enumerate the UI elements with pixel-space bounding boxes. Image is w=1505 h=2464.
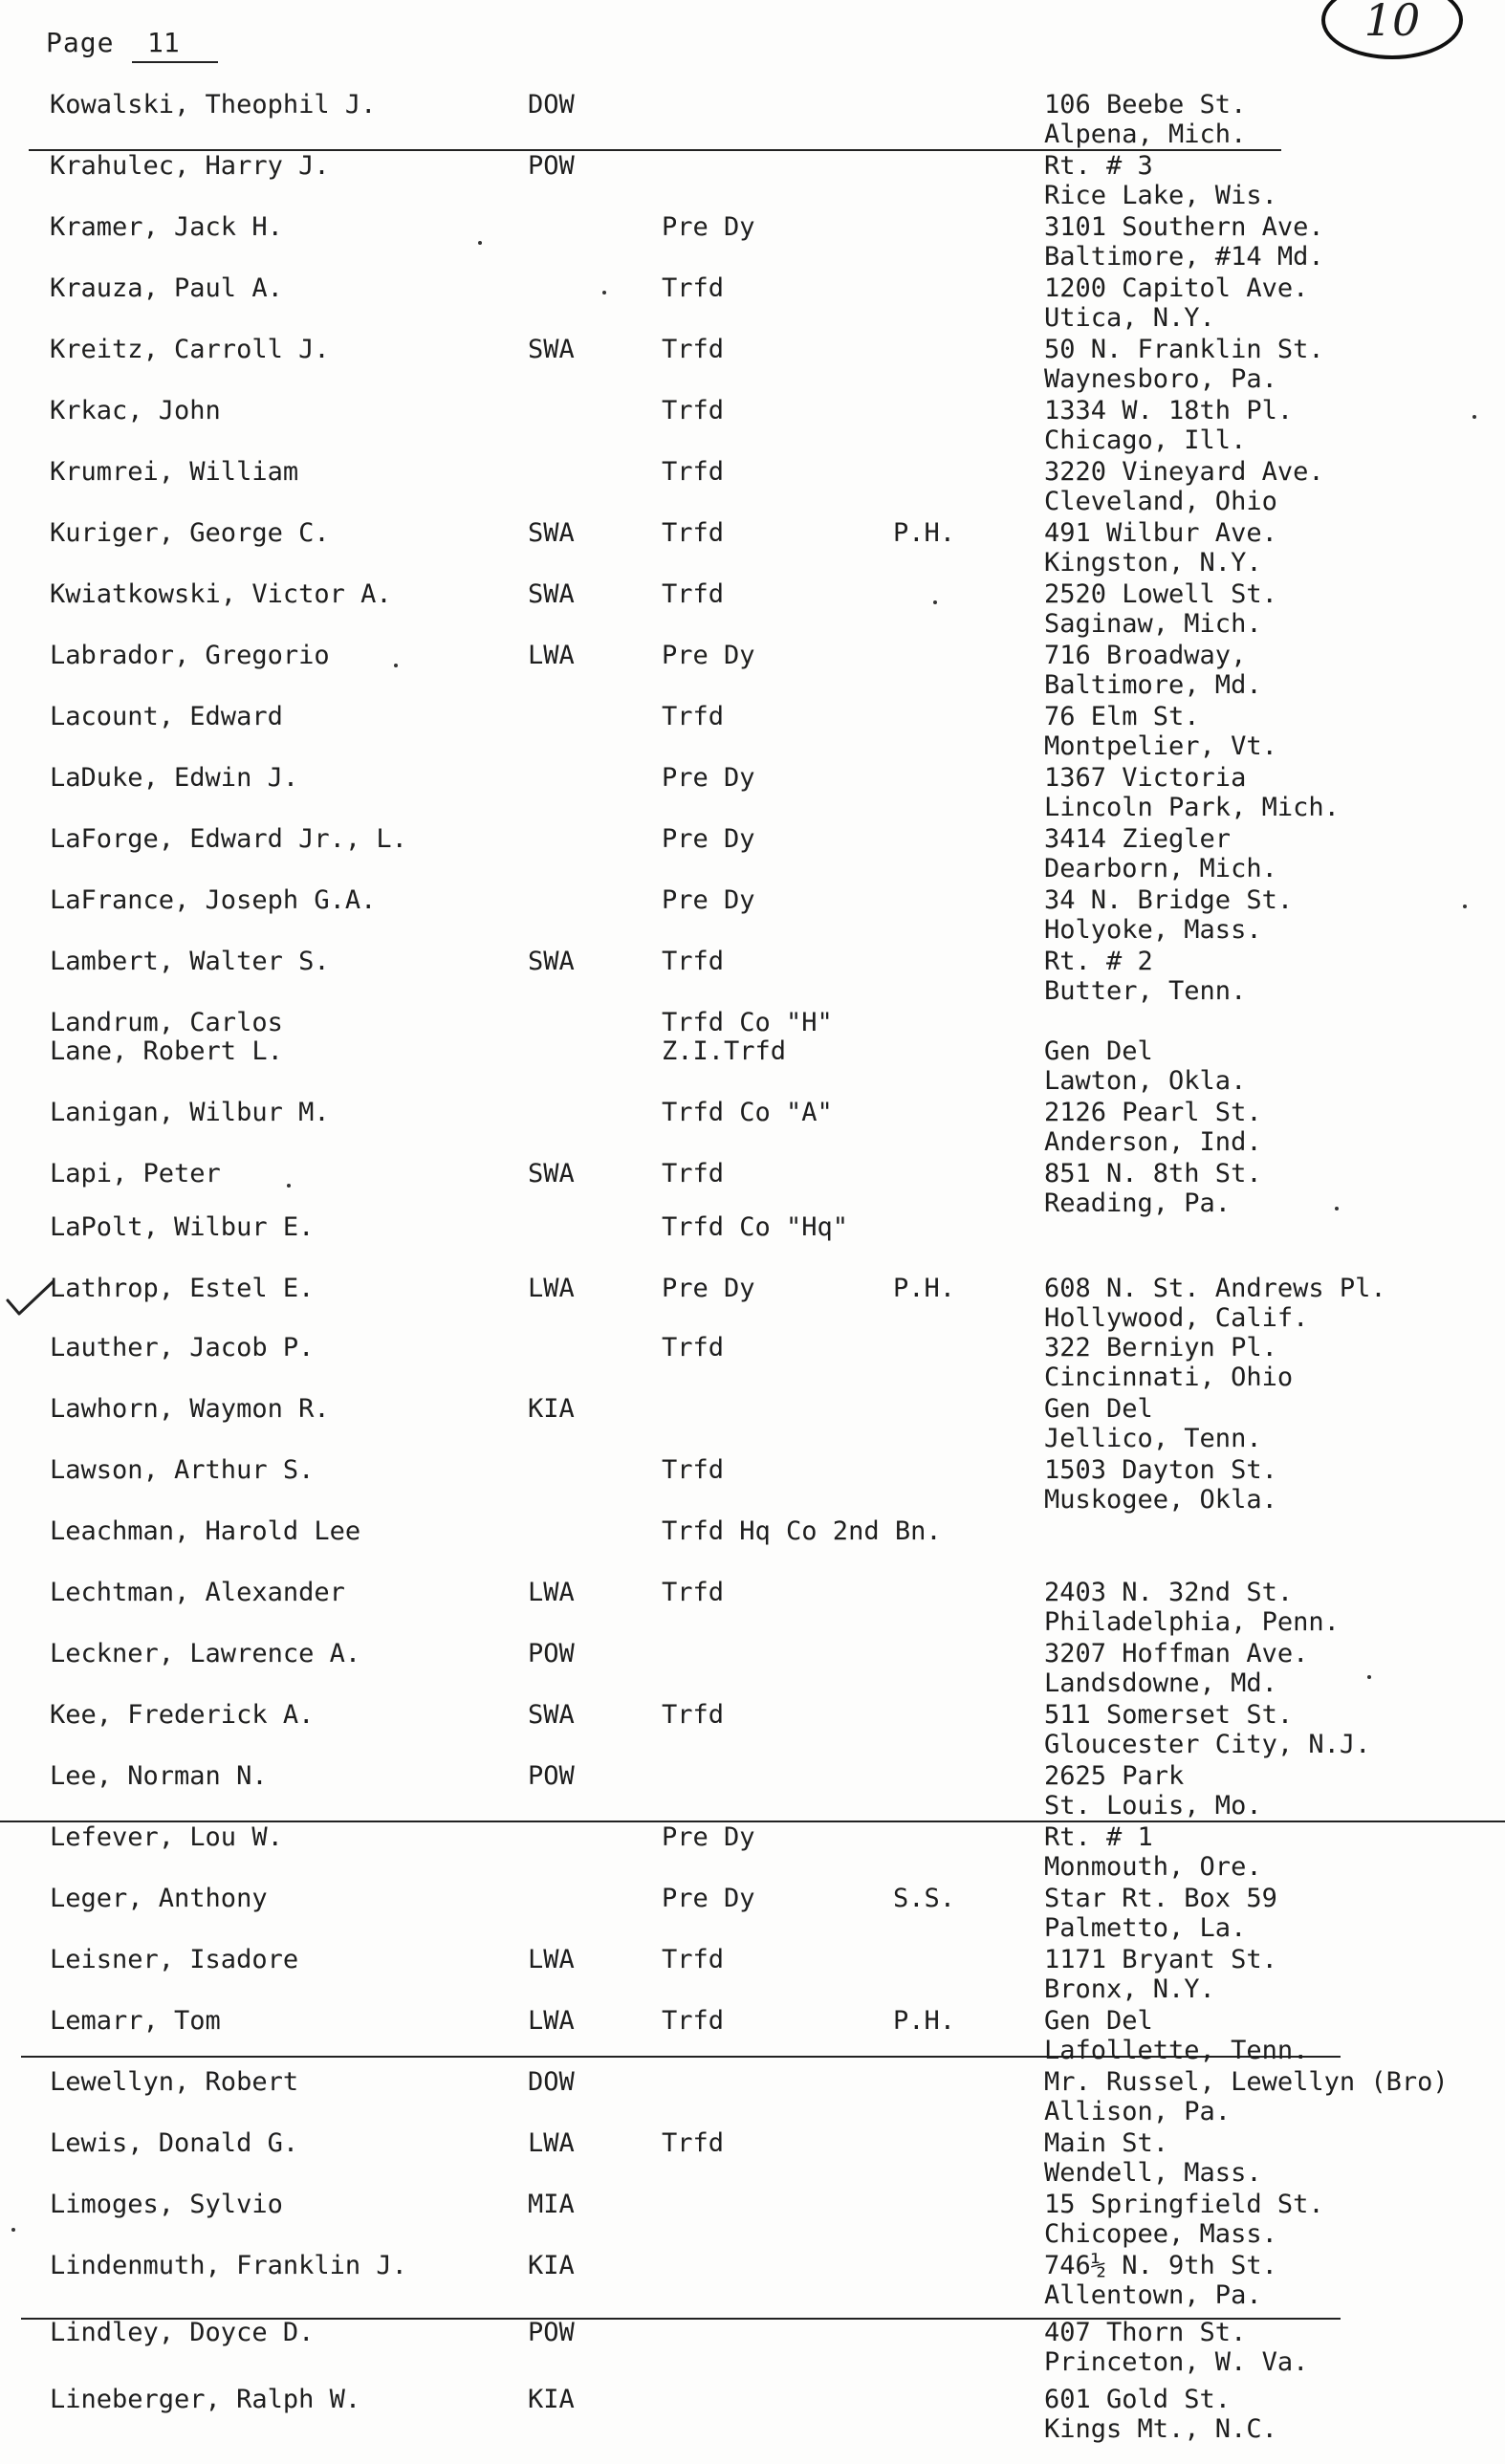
record-row <box>0 1700 1505 1761</box>
record-address-line2: Wendell, Mass. <box>1044 2158 1262 2188</box>
record-row <box>0 2318 1505 2379</box>
record-address-line2: Lafollette, Tenn. <box>1044 2036 1309 2065</box>
record-row <box>0 1274 1505 1335</box>
record-row <box>0 335 1505 396</box>
record-row <box>0 1884 1505 1945</box>
record-status: POW <box>528 1639 575 1668</box>
record-row <box>0 2128 1505 2190</box>
record-row <box>0 1639 1505 1700</box>
record-action: Pre Dy <box>662 1274 755 1303</box>
record-action: Trfd Hq Co 2nd Bn. <box>662 1516 942 1546</box>
record-row <box>0 1098 1505 1159</box>
record-address-line1: 2625 Park <box>1044 1761 1185 1791</box>
record-row <box>0 579 1505 641</box>
record-action: Trfd <box>662 947 725 976</box>
record-row <box>0 396 1505 457</box>
record-name: Leachman, Harold Lee <box>50 1516 361 1546</box>
record-status: POW <box>528 1761 575 1791</box>
record-row <box>0 457 1505 518</box>
scan-speck <box>933 600 937 604</box>
record-row <box>0 2067 1505 2128</box>
record-address-line2: Princeton, W. Va. <box>1044 2347 1309 2377</box>
record-address-line2: Muskogee, Okla. <box>1044 1485 1277 1515</box>
record-address-line2: Holyoke, Mass. <box>1044 915 1262 945</box>
record-row <box>0 2190 1505 2251</box>
record-address-line1: 322 Berniyn Pl. <box>1044 1333 1277 1363</box>
record-action: Trfd <box>662 1159 725 1188</box>
record-action: Trfd Co "A" <box>662 1098 833 1127</box>
record-status: POW <box>528 2318 575 2347</box>
record-row <box>0 1822 1505 1884</box>
record-name: Landrum, Carlos <box>50 1008 283 1037</box>
record-address-line1: 3101 Southern Ave. <box>1044 212 1324 242</box>
record-name: Leckner, Lawrence A. <box>50 1639 361 1668</box>
scan-speck <box>1472 415 1476 419</box>
record-action: Z.I.Trfd <box>662 1036 787 1066</box>
record-name: Lacount, Edward <box>50 702 283 731</box>
record-status: KIA <box>528 2251 575 2280</box>
record-address-line1: 3414 Ziegler <box>1044 824 1232 854</box>
record-address-line2: St. Louis, Mo. <box>1044 1791 1262 1821</box>
record-name: LaFrance, Joseph G.A. <box>50 885 377 915</box>
record-name: Kee, Frederick A. <box>50 1700 315 1730</box>
record-action: Pre Dy <box>662 1822 755 1852</box>
record-row <box>0 824 1505 885</box>
record-address-line2: Cincinnati, Ohio <box>1044 1363 1294 1392</box>
record-name: LaForge, Edward Jr., L. <box>50 824 407 854</box>
record-status: LWA <box>528 1578 575 1607</box>
record-row <box>0 1761 1505 1822</box>
record-address-line1: Gen Del <box>1044 2006 1153 2036</box>
record-address-line1: 491 Wilbur Ave. <box>1044 518 1277 548</box>
record-address-line1: Gen Del <box>1044 1394 1153 1424</box>
record-name: Leisner, Isadore <box>50 1945 299 1974</box>
record-address-line2: Allentown, Pa. <box>1044 2280 1262 2310</box>
record-status: LWA <box>528 641 575 670</box>
record-status: SWA <box>528 335 575 364</box>
record-address-line1: 511 Somerset St. <box>1044 1700 1294 1730</box>
record-address-line1: 1171 Bryant St. <box>1044 1945 1277 1974</box>
record-action: Trfd <box>662 579 725 609</box>
scan-speck <box>602 291 606 294</box>
record-name: Lefever, Lou W. <box>50 1822 283 1852</box>
record-address-line1: 601 Gold St. <box>1044 2385 1232 2414</box>
record-address-line2: Palmetto, La. <box>1044 1913 1247 1943</box>
record-action: Trfd <box>662 1333 725 1363</box>
record-address-line1: 716 Broadway, <box>1044 641 1247 670</box>
record-name: Krahulec, Harry J. <box>50 151 330 181</box>
record-address-line2: Jellico, Tenn. <box>1044 1424 1262 1453</box>
record-action: Pre Dy <box>662 763 755 793</box>
record-status: LWA <box>528 1945 575 1974</box>
record-address-line2: Lincoln Park, Mich. <box>1044 793 1340 822</box>
record-address-line1: 2403 N. 32nd St. <box>1044 1578 1294 1607</box>
record-status: KIA <box>528 2385 575 2414</box>
record-address-line2: Reading, Pa. <box>1044 1188 1232 1218</box>
record-action: Trfd <box>662 1945 725 1974</box>
record-name: Kowalski, Theophil J. <box>50 90 377 120</box>
record-address-line1: 608 N. St. Andrews Pl. <box>1044 1274 1386 1303</box>
scan-speck <box>394 664 398 667</box>
record-address-line1: 106 Beebe St. <box>1044 90 1247 120</box>
record-address-line2: Kingston, N.Y. <box>1044 548 1262 578</box>
record-name: Kuriger, George C. <box>50 518 330 548</box>
record-address-line1: Gen Del <box>1044 1036 1153 1066</box>
record-address-line2: Landsdowne, Md. <box>1044 1668 1277 1698</box>
record-address-line1: 1503 Dayton St. <box>1044 1455 1277 1485</box>
scan-speck <box>1463 905 1467 908</box>
record-action: Pre Dy <box>662 212 755 242</box>
record-address-line2: Monmouth, Ore. <box>1044 1852 1262 1882</box>
record-name: Lee, Norman N. <box>50 1761 268 1791</box>
record-name: Lane, Robert L. <box>50 1036 283 1066</box>
record-name: Kreitz, Carroll J. <box>50 335 330 364</box>
record-address-line2: Cleveland, Ohio <box>1044 487 1277 516</box>
record-note: P.H. <box>893 2006 956 2036</box>
record-name: Leger, Anthony <box>50 1884 268 1913</box>
scan-speck <box>478 241 482 245</box>
record-status: LWA <box>528 2006 575 2036</box>
record-status: LWA <box>528 1274 575 1303</box>
record-status: DOW <box>528 90 575 120</box>
scan-speck <box>1367 1675 1371 1679</box>
record-action: Pre Dy <box>662 885 755 915</box>
record-row <box>0 947 1505 1008</box>
record-address-line2: Rice Lake, Wis. <box>1044 181 1277 210</box>
record-address-line1: 1334 W. 18th Pl. <box>1044 396 1294 425</box>
record-address-line2: Montpelier, Vt. <box>1044 731 1277 761</box>
record-address-line1: 2126 Pearl St. <box>1044 1098 1262 1127</box>
record-address-line1: 851 N. 8th St. <box>1044 1159 1262 1188</box>
record-name: Krumrei, William <box>50 457 299 487</box>
record-address-line2: Dearborn, Mich. <box>1044 854 1277 883</box>
record-address-line1: 407 Thorn St. <box>1044 2318 1247 2347</box>
record-address-line1: 2520 Lowell St. <box>1044 579 1277 609</box>
record-name: Lineberger, Ralph W. <box>50 2385 361 2414</box>
record-name: Krauza, Paul A. <box>50 273 283 303</box>
record-address-line1: 15 Springfield St. <box>1044 2190 1324 2219</box>
record-address-line2: Saginaw, Mich. <box>1044 609 1262 639</box>
record-address-line1: Rt. # 3 <box>1044 151 1153 181</box>
record-row <box>0 1394 1505 1455</box>
scan-speck <box>11 2228 15 2232</box>
record-address-line2: Chicopee, Mass. <box>1044 2219 1277 2249</box>
record-action: Trfd <box>662 2128 725 2158</box>
record-name: Lewis, Donald G. <box>50 2128 299 2158</box>
record-address-line1: 76 Elm St. <box>1044 702 1200 731</box>
record-action: Trfd <box>662 518 725 548</box>
record-address-line2: Utica, N.Y. <box>1044 303 1215 333</box>
record-action: Trfd <box>662 335 725 364</box>
scan-speck <box>1335 1207 1339 1210</box>
record-action: Trfd <box>662 457 725 487</box>
record-row <box>0 1945 1505 2006</box>
record-address-line1: Star Rt. Box 59 <box>1044 1884 1277 1913</box>
record-status: KIA <box>528 1394 575 1424</box>
record-name: Krkac, John <box>50 396 221 425</box>
record-name: Lapi, Peter <box>50 1159 221 1188</box>
record-address-line1: Mr. Russel, Lewellyn (Bro) <box>1044 2067 1449 2097</box>
record-address-line2: Hollywood, Calif. <box>1044 1303 1309 1333</box>
record-row <box>0 885 1505 947</box>
record-address-line1: Main St. <box>1044 2128 1169 2158</box>
record-row <box>0 518 1505 579</box>
record-action: Trfd <box>662 1578 725 1607</box>
record-status: SWA <box>528 579 575 609</box>
record-row <box>0 1333 1505 1394</box>
record-row <box>0 641 1505 702</box>
record-name: LaPolt, Wilbur E. <box>50 1212 315 1242</box>
record-status: SWA <box>528 1159 575 1188</box>
record-address-line2: Waynesboro, Pa. <box>1044 364 1277 394</box>
page-stamp: 10 <box>1321 0 1463 59</box>
record-row <box>0 1578 1505 1639</box>
record-name: Lechtman, Alexander <box>50 1578 345 1607</box>
record-row <box>0 273 1505 335</box>
record-name: Lawhorn, Waymon R. <box>50 1394 330 1424</box>
record-note: S.S. <box>893 1884 956 1913</box>
record-address-line2: Chicago, Ill. <box>1044 425 1247 455</box>
record-address-line2: Gloucester City, N.J. <box>1044 1730 1371 1759</box>
record-status: SWA <box>528 518 575 548</box>
record-address-line1: 34 N. Bridge St. <box>1044 885 1294 915</box>
record-action: Pre Dy <box>662 1884 755 1913</box>
record-action: Trfd Co "Hq" <box>662 1212 849 1242</box>
record-row <box>0 2385 1505 2446</box>
record-row <box>0 2251 1505 2312</box>
record-row <box>0 2006 1505 2067</box>
record-status: POW <box>528 151 575 181</box>
record-action: Trfd <box>662 1700 725 1730</box>
record-name: LaDuke, Edwin J. <box>50 763 299 793</box>
record-name: Lambert, Walter S. <box>50 947 330 976</box>
record-action: Trfd <box>662 702 725 731</box>
record-action: Pre Dy <box>662 641 755 670</box>
record-name: Lanigan, Wilbur M. <box>50 1098 330 1127</box>
record-address-line2: Allison, Pa. <box>1044 2097 1232 2126</box>
record-address-line2: Bronx, N.Y. <box>1044 1974 1215 2004</box>
record-status: SWA <box>528 1700 575 1730</box>
record-action: Trfd <box>662 1455 725 1485</box>
record-status: LWA <box>528 2128 575 2158</box>
record-address-line1: 3207 Hoffman Ave. <box>1044 1639 1309 1668</box>
record-address-line2: Butter, Tenn. <box>1044 976 1247 1006</box>
record-address-line2: Alpena, Mich. <box>1044 120 1247 149</box>
record-note: P.H. <box>893 1274 956 1303</box>
record-address-line1: 1200 Capitol Ave. <box>1044 273 1309 303</box>
record-address-line1: 1367 Victoria <box>1044 763 1247 793</box>
record-name: Limoges, Sylvio <box>50 2190 283 2219</box>
record-name: Kramer, Jack H. <box>50 212 283 242</box>
record-note: P.H. <box>893 518 956 548</box>
record-address-line2: Baltimore, #14 Md. <box>1044 242 1324 272</box>
record-name: Lindenmuth, Franklin J. <box>50 2251 407 2280</box>
record-row <box>0 212 1505 273</box>
record-row <box>0 1455 1505 1516</box>
record-row <box>0 1036 1505 1098</box>
record-address-line2: Baltimore, Md. <box>1044 670 1262 700</box>
record-name: Lemarr, Tom <box>50 2006 221 2036</box>
record-row <box>0 1516 1505 1578</box>
record-row <box>0 151 1505 212</box>
record-address-line2: Lawton, Okla. <box>1044 1066 1247 1096</box>
record-name: Lathrop, Estel E. <box>50 1274 315 1303</box>
record-action: Trfd <box>662 273 725 303</box>
record-address-line2: Kings Mt., N.C. <box>1044 2414 1277 2444</box>
record-address-line2: Anderson, Ind. <box>1044 1127 1262 1157</box>
record-action: Trfd Co "H" <box>662 1008 833 1037</box>
record-status: MIA <box>528 2190 575 2219</box>
scan-speck <box>287 1184 291 1188</box>
record-row <box>0 763 1505 824</box>
record-address-line1: 746½ N. 9th St. <box>1044 2251 1277 2280</box>
record-address-line1: 3220 Vineyard Ave. <box>1044 457 1324 487</box>
record-row <box>0 1212 1505 1274</box>
record-address-line1: Rt. # 1 <box>1044 1822 1153 1852</box>
record-action: Trfd <box>662 396 725 425</box>
record-status: SWA <box>528 947 575 976</box>
record-address-line2: Philadelphia, Penn. <box>1044 1607 1340 1637</box>
record-row <box>0 702 1505 763</box>
record-name: Kwiatkowski, Victor A. <box>50 579 392 609</box>
record-name: Lindley, Doyce D. <box>50 2318 315 2347</box>
record-address-line1: 50 N. Franklin St. <box>1044 335 1324 364</box>
record-row <box>0 1159 1505 1220</box>
page-label: Page <box>46 27 115 58</box>
record-action: Trfd <box>662 2006 725 2036</box>
page-number: 11 <box>147 27 180 58</box>
record-status: DOW <box>528 2067 575 2097</box>
record-action: Pre Dy <box>662 824 755 854</box>
record-name: Lewellyn, Robert <box>50 2067 299 2097</box>
record-name: Lauther, Jacob P. <box>50 1333 315 1363</box>
record-address-line1: Rt. # 2 <box>1044 947 1153 976</box>
record-row <box>0 90 1505 151</box>
record-name: Lawson, Arthur S. <box>50 1455 315 1485</box>
record-name: Labrador, Gregorio <box>50 641 330 670</box>
